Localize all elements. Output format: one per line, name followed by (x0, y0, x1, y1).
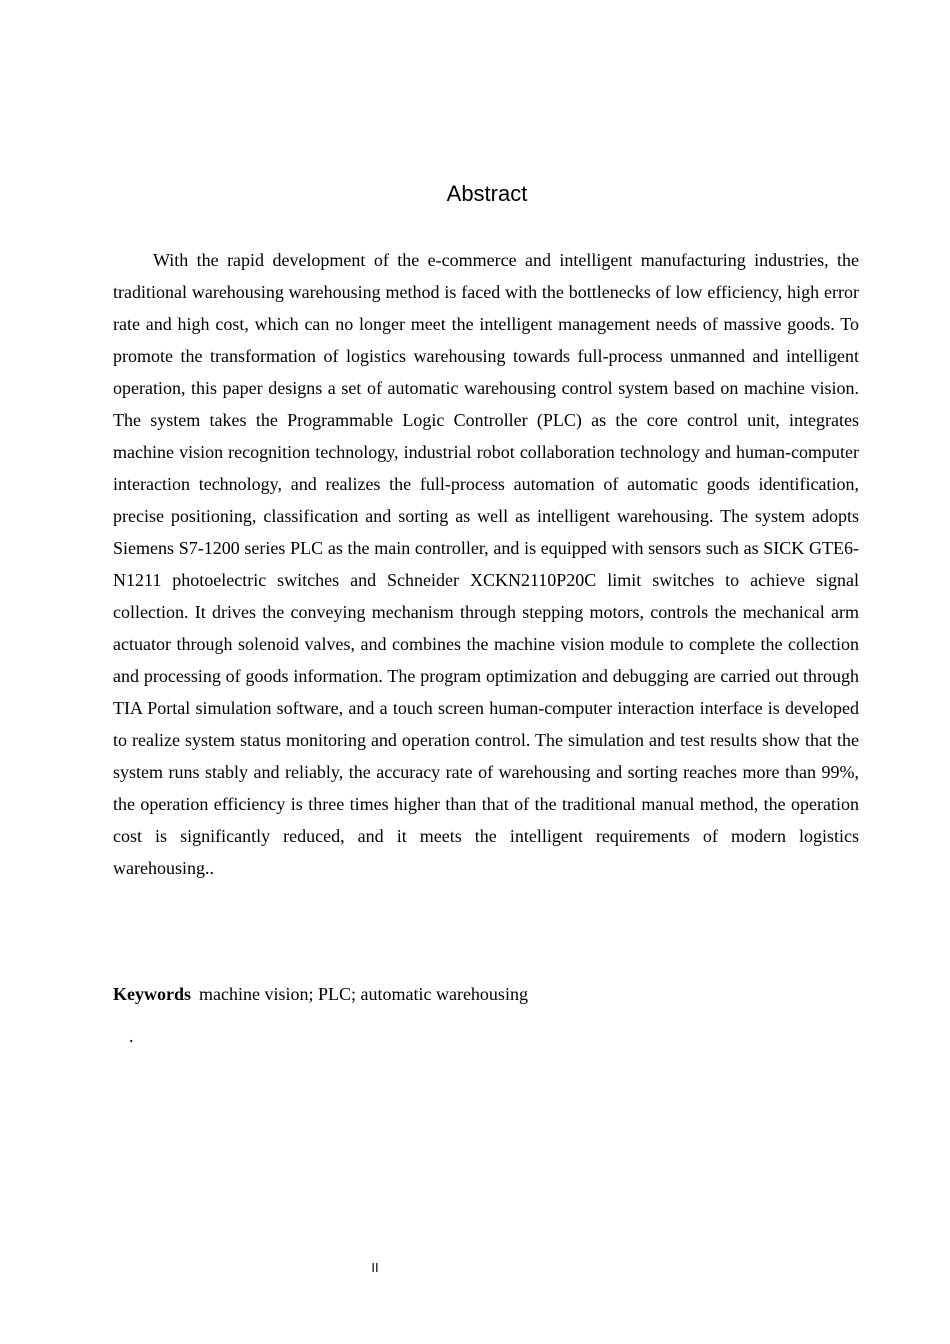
abstract-title: Abstract (446, 181, 528, 206)
keywords-value: machine vision; PLC; automatic warehousing (199, 984, 528, 1004)
page-number: II (371, 1260, 379, 1275)
abstract-body: With the rapid development of the e-commerce and intelligent manufacturing industries, the traditional warehousing warehousing method is faced with the bottlenecks of low efficiency, high error rate and high cost, which can no longer meet the intelligent management needs of massive goods. To promote the transformation of logistics warehousing towards full-process unmanned and intelligent operation, this paper designs a set of automatic warehousing control system based on machine vision. The system takes the Programmable Logic Controller (PLC) as the core control unit, integrates machine vision recognition technology, industrial robot collaboration technology and human-computer interaction technology, and realizes the full-process automation of automatic goods identification, precise positioning, classification and sorting as well as intelligent warehousing. The system adopts Siemens S7-1200 series PLC as the main controller, and is equipped with sensors such as SICK GTE6-N1211 photoelectric switches and Schneider XCKN2110P20C limit switches to achieve signal collection. It drives the conveying mechanism through stepping motors, controls the mechanical arm actuator through solenoid valves, and combines the machine vision module to complete the collection and processing of goods information. The program optimization and debugging are carried out through TIA Portal simulation software, and a touch screen human-computer interaction interface is developed to realize system status monitoring and operation control. The simulation and test results show that the system runs stably and reliably, the accuracy rate of warehousing and sorting reaches more than 99%, the operation efficiency is three times higher than that of the traditional manual method, the operation cost is significantly reduced, and it meets the intelligent requirements of modern logistics warehousing.. (113, 250, 859, 878)
stray-mark: . (129, 1026, 134, 1046)
keywords-label: Keywords (113, 984, 191, 1004)
keywords-line (113, 978, 859, 1010)
